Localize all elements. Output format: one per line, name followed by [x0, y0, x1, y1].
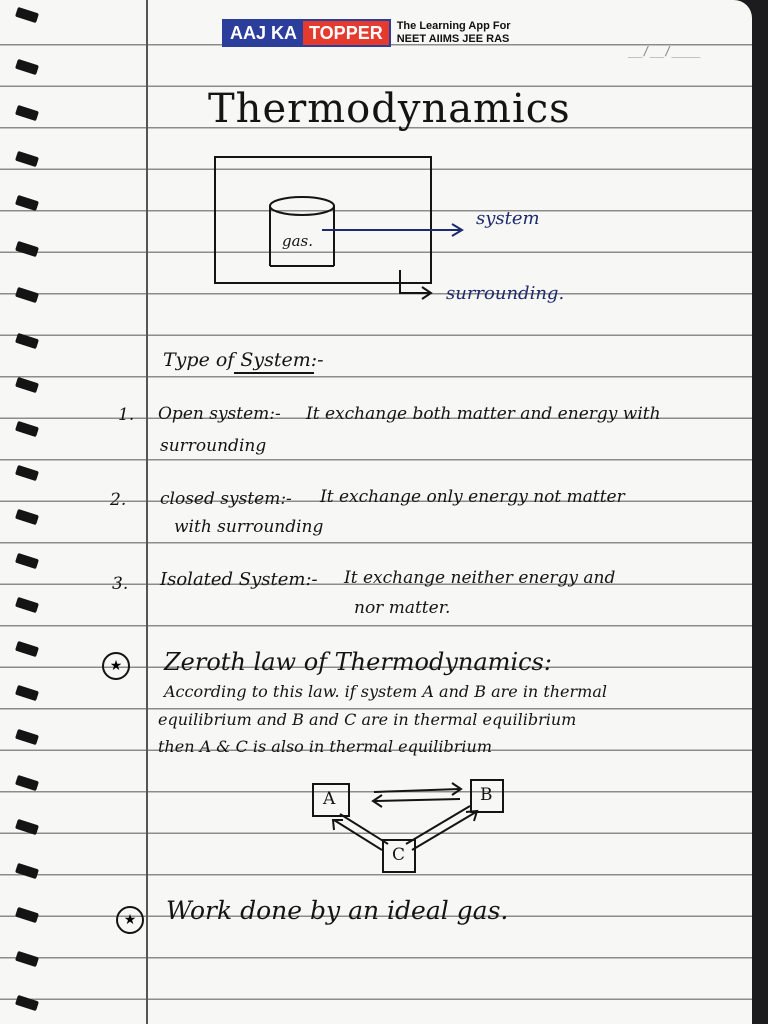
binding-hole — [15, 907, 39, 923]
isolated-system-line1: It exchange neither energy and — [344, 568, 616, 588]
closed-system-name: closed system:- — [160, 489, 292, 509]
binding-hole — [15, 105, 39, 121]
a-to-b-arrow — [374, 789, 460, 792]
binding-hole — [15, 195, 39, 211]
item-number: 3. — [112, 574, 129, 594]
surrounding-label: surrounding. — [446, 283, 565, 304]
binding-hole — [15, 775, 39, 791]
zeroth-law-heading: Zeroth law of Thermodynamics: — [164, 648, 552, 676]
item-number: 1. — [118, 405, 135, 425]
open-system-name: Open system:- — [158, 404, 281, 424]
brand-name-part2: TOPPER — [303, 21, 389, 45]
gas-cylinder-top — [270, 197, 334, 215]
binding-hole — [15, 597, 39, 613]
system-a-label: A — [323, 789, 336, 809]
binding-hole — [15, 7, 39, 23]
open-system-line1: It exchange both matter and energy with — [306, 404, 661, 424]
zeroth-law-line3: then A & C is also in thermal equilibrium — [158, 737, 493, 756]
binding-hole — [15, 421, 39, 437]
closed-system-line2: with surrounding — [174, 517, 324, 537]
binding-hole — [15, 951, 39, 967]
brand-name-part1: AAJ KA — [224, 21, 303, 45]
brand-tagline-line1: The Learning App For — [396, 20, 511, 32]
binding-hole — [15, 641, 39, 657]
brand-logo — [222, 19, 511, 47]
types-heading: Type of System:- — [163, 349, 324, 371]
isolated-system-name: Isolated System:- — [160, 569, 318, 590]
b-to-c-arrow — [406, 806, 470, 844]
star-bullet-icon: ★ — [102, 652, 130, 680]
binding-hole — [15, 241, 39, 257]
zeroth-law-line2: equilibrium and B and C are in thermal equilibrium — [158, 710, 577, 729]
c-to-b-arrow — [412, 812, 476, 850]
binding-hole — [15, 377, 39, 393]
binding-hole — [15, 59, 39, 75]
zeroth-law-line1: According to this law. if system A and B are in thermal — [164, 682, 607, 701]
binding-hole — [15, 509, 39, 525]
page-title: Thermodynamics — [208, 86, 571, 132]
types-heading-underline — [234, 372, 314, 374]
gas-label: gas. — [282, 232, 314, 250]
open-system-line2: surrounding — [160, 436, 267, 456]
work-done-heading: Work done by an ideal gas. — [166, 896, 509, 925]
system-b-label: B — [480, 785, 493, 805]
date-mark: __/__/____ — [628, 44, 701, 58]
equilibrium-arrows — [300, 770, 500, 870]
binding-hole — [15, 151, 39, 167]
binding-hole — [15, 553, 39, 569]
binding-hole — [15, 729, 39, 745]
binding-hole — [15, 333, 39, 349]
star-bullet-icon: ★ — [116, 906, 144, 934]
closed-system-line1: It exchange only energy not matter — [320, 487, 625, 507]
brand-tagline-line2: NEET AIIMS JEE RAS — [396, 33, 510, 45]
binding-hole — [15, 685, 39, 701]
system-label: system — [476, 208, 540, 229]
binding-hole — [15, 863, 39, 879]
item-number: 2. — [110, 490, 127, 510]
brand-tagline — [397, 20, 511, 46]
binding-hole — [15, 995, 39, 1011]
binding-hole — [15, 287, 39, 303]
margin-line — [146, 0, 148, 1024]
system-c-label: C — [392, 845, 406, 865]
binding-hole — [15, 465, 39, 481]
b-to-a-arrow — [374, 799, 460, 801]
brand-wordmark — [222, 19, 391, 47]
isolated-system-line2: nor matter. — [354, 598, 451, 618]
binding-hole — [15, 819, 39, 835]
